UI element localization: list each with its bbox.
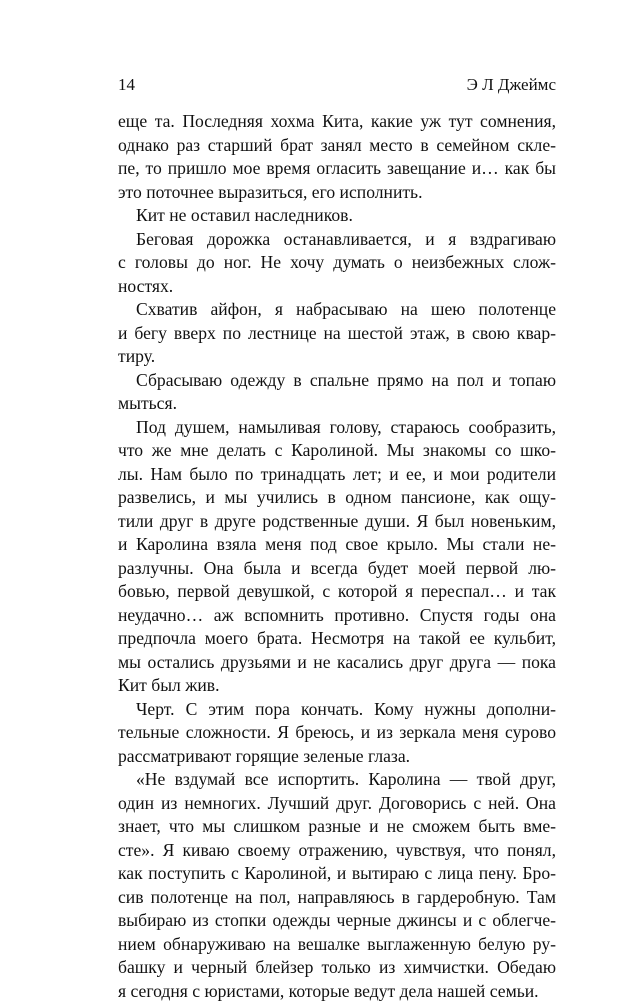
text-line: сив полотенце на пол, направляюсь в гардеробную. Там <box>118 886 556 910</box>
text-line: с головы до ног. Не хочу думать о неизбежных слож- <box>118 251 556 275</box>
text-line: сте». Я киваю своему отражению, чувствуя, что понял, <box>118 839 556 863</box>
text-line: нием обнаруживаю на вешалке выглаженную белую ру- <box>118 933 556 957</box>
body-text <box>118 110 556 1003</box>
text-line: что же мне делать с Каролиной. Мы знакомы со шко- <box>118 439 556 463</box>
text-line: бовью, первой девушкой, с которой я переспал… и так <box>118 580 556 604</box>
text-line: Кит был жив. <box>118 674 556 698</box>
text-line: Под душем, намыливая голову, стараюсь сообразить, <box>118 416 556 440</box>
paragraph <box>118 228 556 299</box>
text-line: однако раз старший брат занял место в семейном скле- <box>118 134 556 158</box>
text-line: башку и черный блейзер только из химчистки. Обедаю <box>118 956 556 980</box>
paragraph <box>118 698 556 769</box>
running-head <box>118 74 556 96</box>
text-line: Черт. С этим пора кончать. Кому нужны дополни- <box>118 698 556 722</box>
text-line: рассматривают горящие зеленые глаза. <box>118 745 556 769</box>
text-line: и Каролина взяла меня под свое крыло. Мы стали не- <box>118 533 556 557</box>
paragraph <box>118 768 556 1003</box>
text-line: Кит не оставил наследников. <box>118 204 556 228</box>
text-line: пе, то пришло мое время огласить завещание и… как бы <box>118 157 556 181</box>
text-line: Сбрасываю одежду в спальне прямо на пол и топаю <box>118 369 556 393</box>
text-line: и бегу вверх по лестнице на шестой этаж, в свою квар- <box>118 322 556 346</box>
text-line: разлучны. Она была и всегда будет моей первой лю- <box>118 557 556 581</box>
paragraph <box>118 369 556 416</box>
paragraph <box>118 416 556 698</box>
text-line: знает, что мы слишком разные и не сможем быть вме- <box>118 815 556 839</box>
text-line: это поточнее выразиться, его исполнить. <box>118 181 556 205</box>
text-line: как поступить с Каролиной, и вытираю с лица пену. Бро- <box>118 862 556 886</box>
text-line: тили друг в друге родственные души. Я был новеньким, <box>118 510 556 534</box>
paragraph <box>118 110 556 204</box>
text-line: развелись, и мы учились в одном пансионе, как ощу- <box>118 486 556 510</box>
text-line: Беговая дорожка останавливается, и я вздрагиваю <box>118 228 556 252</box>
text-line: еще та. Последняя хохма Кита, какие уж тут сомнения, <box>118 110 556 134</box>
text-line: тиру. <box>118 345 556 369</box>
text-line: мыться. <box>118 392 556 416</box>
page-number: 14 <box>118 74 135 96</box>
paragraph <box>118 204 556 228</box>
text-line: Схватив айфон, я набрасываю на шею полотенце <box>118 298 556 322</box>
text-line: выбираю из стопки одежды черные джинсы и с облегче- <box>118 909 556 933</box>
text-line: один из немногих. Лучший друг. Договорись с ней. Она <box>118 792 556 816</box>
text-line: ностях. <box>118 275 556 299</box>
text-line: мы остались друзьями и не касались друг друга — пока <box>118 651 556 675</box>
text-line: я сегодня с юристами, которые ведут дела нашей семьи. <box>118 980 556 1003</box>
text-line: предпочла моего брата. Несмотря на такой ее кульбит, <box>118 627 556 651</box>
text-line: неудачно… аж вспомнить противно. Спустя годы она <box>118 604 556 628</box>
text-line: «Не вздумай все испортить. Каролина — твой друг, <box>118 768 556 792</box>
text-line: лы. Нам было по тринадцать лет; и ее, и мои родители <box>118 463 556 487</box>
paragraph <box>118 298 556 369</box>
running-head-author: Э Л Джеймс <box>467 74 556 96</box>
text-line: тельные сложности. Я бреюсь, и из зеркала меня сурово <box>118 721 556 745</box>
